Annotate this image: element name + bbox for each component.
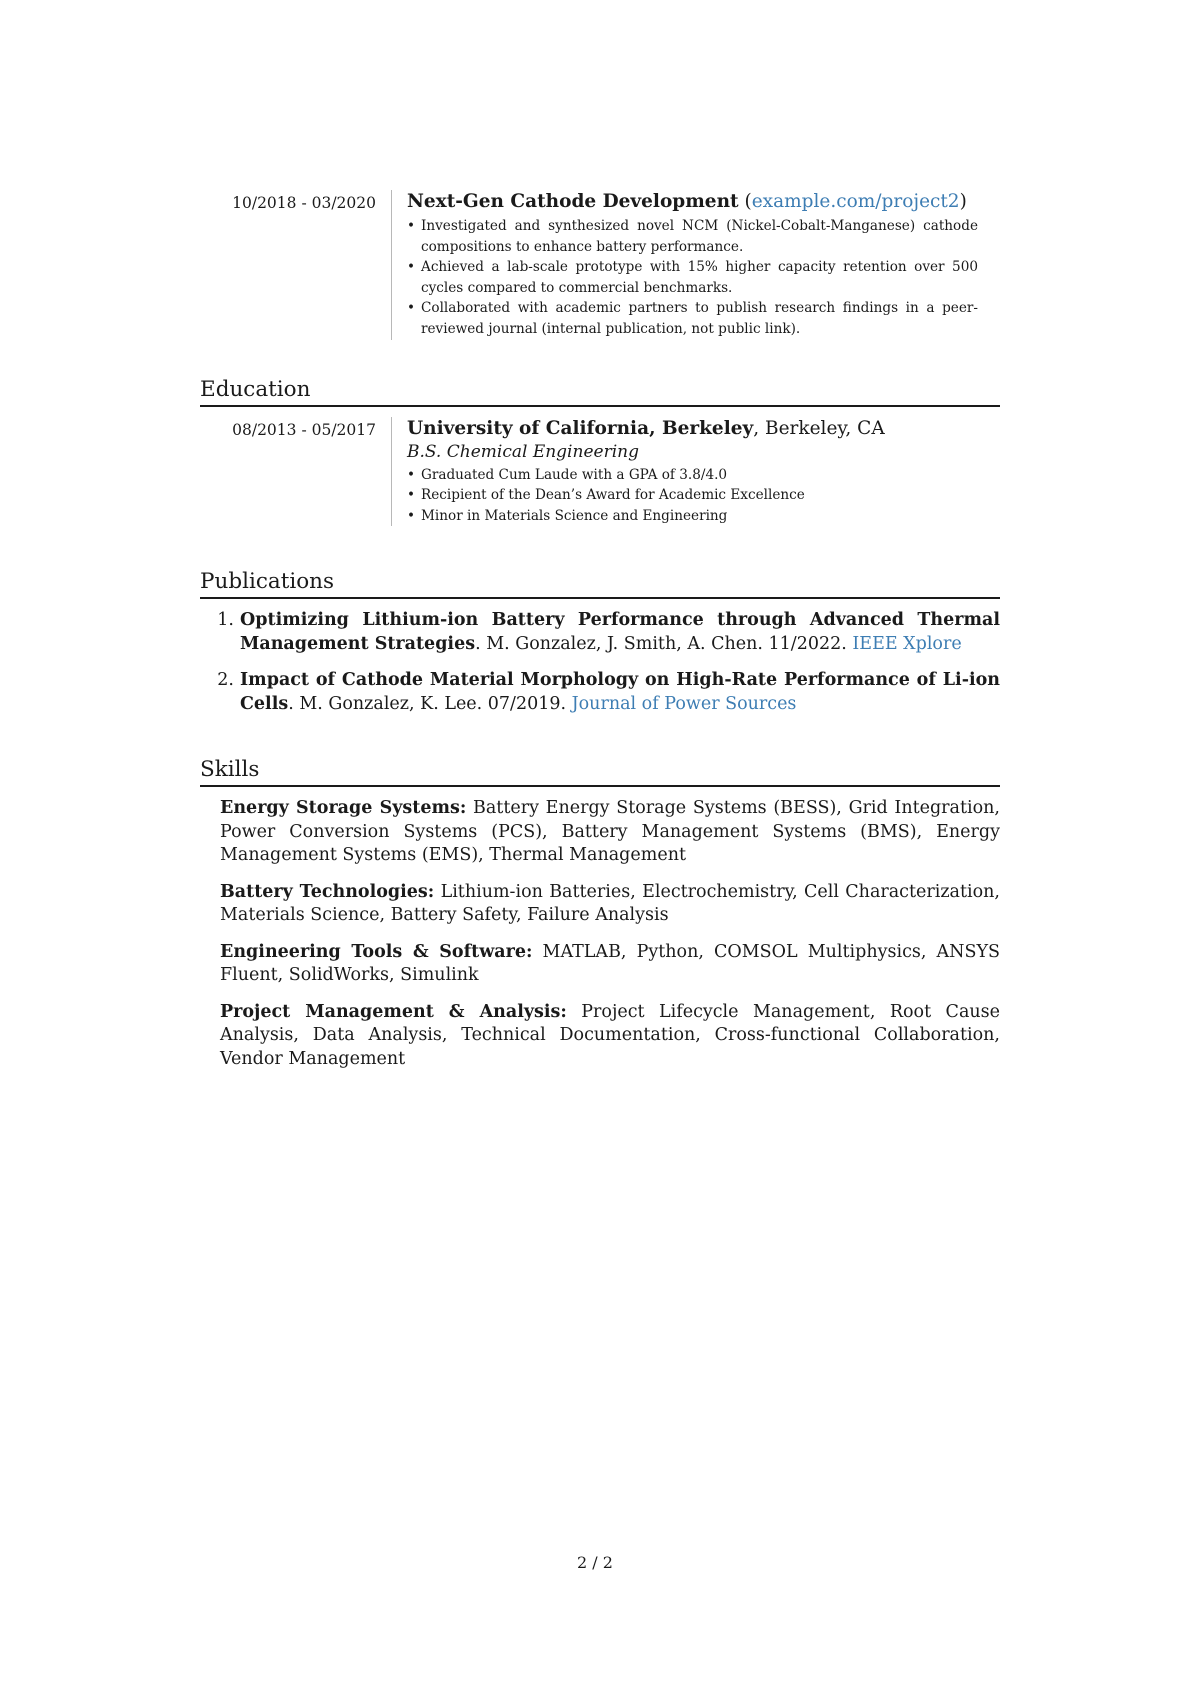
skill-item: [220, 941, 1000, 988]
project-bullet: • Investigated and synthesized novel NCM (Nickel-Cobalt-Manganese) cathode compositions to enhance battery performance.: [407, 216, 978, 257]
education-heading: Education: [200, 376, 1000, 407]
education-entry: [200, 417, 1000, 527]
education-bullets: [407, 465, 978, 527]
project-link[interactable]: example.com/project2: [751, 191, 960, 212]
project-link-close: ): [959, 191, 967, 212]
education-degree: B.S. Chemical Engineering: [407, 441, 639, 462]
page-number: 2 / 2: [577, 1553, 613, 1572]
publication-link[interactable]: IEEE Xplore: [852, 633, 962, 654]
skill-label: Energy Storage Systems:: [220, 798, 467, 819]
publication-title: Optimizing Lithium-ion Battery Performance through Advanced Thermal Management Strategies: [240, 610, 1000, 654]
project-bullets: [407, 216, 978, 340]
publications-section: [200, 568, 1000, 716]
education-dates: 08/2013 - 05/2017: [232, 420, 376, 439]
skill-item: [220, 881, 1000, 928]
skill-item: [220, 1001, 1000, 1072]
skills-section: [200, 756, 1000, 1071]
project-bullet: • Achieved a lab-scale prototype with 15% higher capacity retention over 500 cycles compared to commercial benchmarks.: [407, 257, 978, 298]
publication-item: [200, 669, 1000, 716]
publication-text: [240, 609, 1000, 656]
education-institution: University of California, Berkeley: [407, 417, 754, 439]
skill-text: Battery Energy Storage Systems (BESS), Grid Integration, Power Conversion Systems (PCS), Battery Management Systems (BMS), Energy Management Systems (EMS), Thermal Management: [220, 798, 1000, 866]
skill-item: [220, 797, 1000, 868]
skill-text: Lithium-ion Batteries, Electrochemistry, Cell Characterization, Materials Science, Battery Safety, Failure Analysis: [220, 881, 1000, 926]
education-location: , Berkeley, CA: [753, 417, 885, 439]
skill-text: MATLAB, Python, COMSOL Multiphysics, ANSYS Fluent, SolidWorks, Simulink: [220, 941, 1000, 986]
publication-title: Impact of Cathode Material Morphology on High-Rate Performance of Li-ion Cells: [240, 670, 1000, 714]
project-title: Next-Gen Cathode Development: [407, 191, 739, 212]
publication-number: 1.: [217, 610, 234, 631]
education-bullet: • Recipient of the Dean’s Award for Academic Excellence: [407, 485, 978, 506]
skill-label: Engineering Tools & Software:: [220, 941, 533, 962]
education-section: [200, 376, 1000, 527]
skill-label: Battery Technologies:: [220, 881, 435, 902]
publication-details: . M. Gonzalez, K. Lee. 07/2019.: [288, 693, 572, 714]
publication-item: [200, 609, 1000, 656]
project-body: [391, 190, 1000, 340]
education-bullet: • Graduated Cum Laude with a GPA of 3.8/4.0: [407, 465, 978, 486]
education-bullet: • Minor in Materials Science and Engineering: [407, 506, 978, 527]
project-title-line: [407, 190, 978, 214]
education-body: [391, 417, 1000, 527]
project-link-open: (: [738, 191, 752, 212]
skill-text: Project Lifecycle Management, Root Cause Analysis, Data Analysis, Technical Documentation, Cross-functional Collaboration, Vendor Management: [220, 1001, 1000, 1069]
project-entry: [200, 190, 1000, 340]
publication-link[interactable]: Journal of Power Sources: [571, 693, 797, 714]
education-title-line: [407, 417, 978, 441]
publication-text: [240, 669, 1000, 716]
skill-label: Project Management & Analysis:: [220, 1001, 567, 1022]
publications-heading: Publications: [200, 568, 1000, 599]
project-bullet: • Collaborated with academic partners to publish research findings in a peer-reviewed journal (internal publication, not public link).: [407, 298, 978, 339]
skills-list: [200, 797, 1000, 1071]
skills-heading: Skills: [200, 756, 1000, 787]
resume-page: [200, 190, 1000, 1084]
publication-details: . M. Gonzalez, J. Smith, A. Chen. 11/2022.: [475, 633, 853, 654]
publication-number: 2.: [217, 670, 234, 691]
publications-list: [200, 609, 1000, 716]
project-dates: 10/2018 - 03/2020: [232, 194, 376, 212]
